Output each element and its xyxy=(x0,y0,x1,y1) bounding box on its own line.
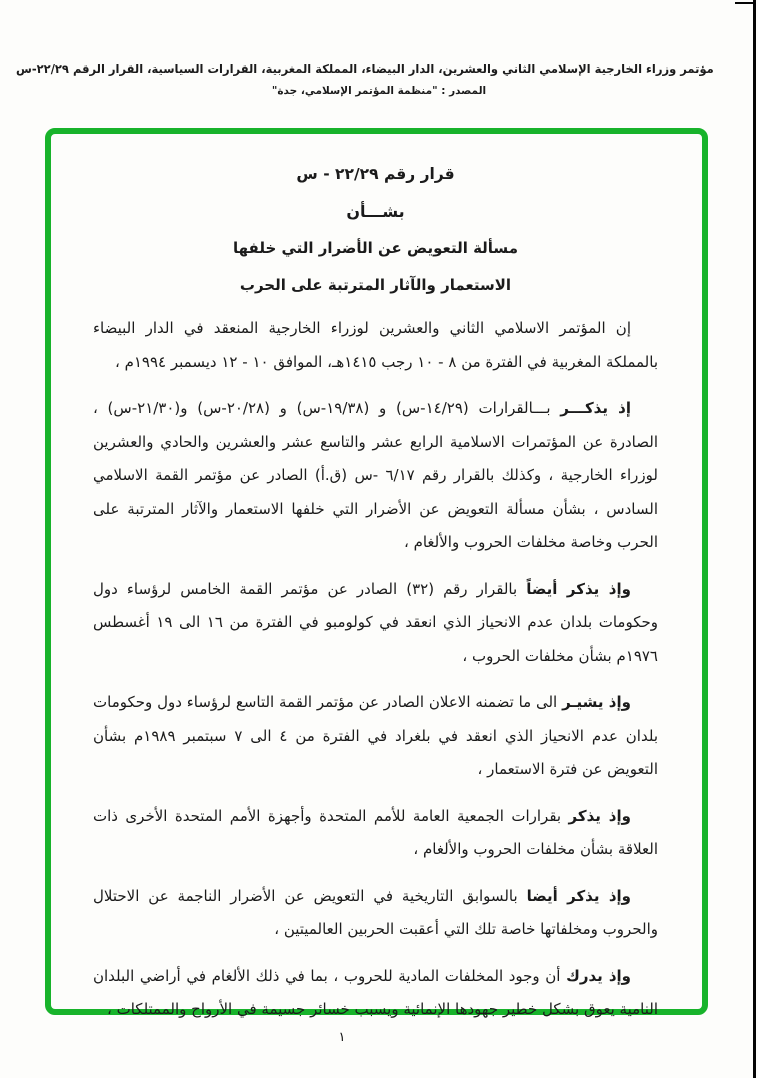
scan-edge-artifact-right xyxy=(753,0,756,1078)
paragraph-text: الى ما تضمنه الاعلان الصادر عن مؤتمر القمة التاسع لرؤساء دول وحكومات بلدان عدم الانحياز الذي انعقد في بلغراد في الفترة من ٤ الى ٧ سبتمبر ١٩٨٩م بشأن التعويض عن فترة الاستعمار ، xyxy=(93,693,658,778)
preamble-paragraph-recalling-nam-colombo xyxy=(93,573,658,674)
paragraph-text: بـــالقرارات (١٤/٢٩-س) و (١٩/٣٨-س) و (٢٠/٢٨-س) و(٢١/٣٠-س) ، الصادرة عن المؤتمرات الاسلامية الرابع عشر والتاسع عشر والعشرين والحادي والعشرين لوزراء الخارجية ، وكذلك بالقرار رقم ٦/١٧ -س (ق.أ) الصادر عن مؤتمر القمة الاسلامي السادس ، بشأن مسألة التعويض عن الأضرار التي خلفها الاستعمار والآثار المترتبة على الحرب وخاصة مخلفات الحروب والألغام ، xyxy=(93,399,658,551)
document-header xyxy=(16,62,742,97)
resolution-frame xyxy=(45,128,708,1018)
resolution-number-title: قرار رقم ٢٢/٢٩ - س xyxy=(296,165,455,183)
preamble-paragraph-recalling-precedents xyxy=(93,880,658,947)
paragraph-lead: وإذ يشيـر xyxy=(562,693,631,711)
resolution-content xyxy=(51,134,702,1027)
preamble-paragraph-referring-nam-belgrade xyxy=(93,686,658,787)
paragraph-lead: وإذ يذكر أيضا xyxy=(526,886,631,905)
preamble-paragraph-aware-of-war-remnants xyxy=(93,960,658,1027)
resolution-subject-line-1: مسألة التعويض عن الأضرار التي خلفها xyxy=(233,239,518,257)
paragraph-text: بالقرار رقم (٣٢) الصادر عن مؤتمر القمة الخامس لرؤساء دول وحكومات بلدان عدم الانحياز الذي انعقد في كولومبو في الفترة من ١٦ الى ١٩ أغسطس ١٩٧٦م بشأن مخلفات الحروب ، xyxy=(93,579,658,665)
resolution-subject-line-2: الاستعمار والآثار المترتبة على الحرب xyxy=(239,276,512,294)
preamble-paragraph-recalling-resolutions xyxy=(93,392,658,560)
resolution-concerning-word: بشـــأن xyxy=(346,202,405,221)
paragraph-text: بقرارات الجمعية العامة للأمم المتحدة وأجهزة الأمم المتحدة الأخرى ذات العلاقة بشأن مخلفات الحروب والألغام ، xyxy=(93,806,658,858)
resolution-title-block xyxy=(93,156,658,304)
preamble-paragraph-opening xyxy=(93,312,658,379)
header-source: المصدر : "منظمة المؤتمر الإسلامي، جدة" xyxy=(271,85,487,97)
page-number: ١ xyxy=(338,1030,346,1045)
paragraph-text: بالسوابق التاريخية في التعويض عن الأضرار الناجمة عن الاحتلال والحروب ومخلفاتها خاصة تلك التي أعقبت الحربين العالميتين ، xyxy=(93,886,658,938)
paragraph-lead: وإذ يذكر xyxy=(568,806,631,825)
paragraph-text: إن المؤتمر الاسلامي الثاني والعشرين لوزراء الخارجية المنعقد في الدار البيضاء بالمملكة المغربية في الفترة من ٨ - ١٠ رجب ١٤١٥هـ، الموافق ١٠ - ١٢ ديسمبر ١٩٩٤م ، xyxy=(93,319,658,371)
scan-edge-artifact-top xyxy=(735,2,753,4)
paragraph-lead: وإذ يدرك xyxy=(566,966,631,985)
paragraph-lead: إذ يذكـــر xyxy=(560,399,631,417)
preamble-paragraph-recalling-un-resolutions xyxy=(93,800,658,867)
paragraph-lead: وإذ يذكر أيضاً xyxy=(526,579,631,598)
header-citation: مؤتمر وزراء الخارجية الإسلامي الثاني والعشرين، الدار البيضاء، المملكة المغربية، القرارات السياسية، القرار الرقم ٢٢/٢٩-س xyxy=(16,61,714,77)
resolution-preamble xyxy=(93,312,658,1027)
paragraph-text: أن وجود المخلفات المادية للحروب ، بما في ذلك الألغام في أراضي البلدان النامية يعوق بشكل خطير جهودها الإنمائية ويسبب خسائر جسيمة في الأرواح والممتلكات ، xyxy=(93,966,658,1018)
